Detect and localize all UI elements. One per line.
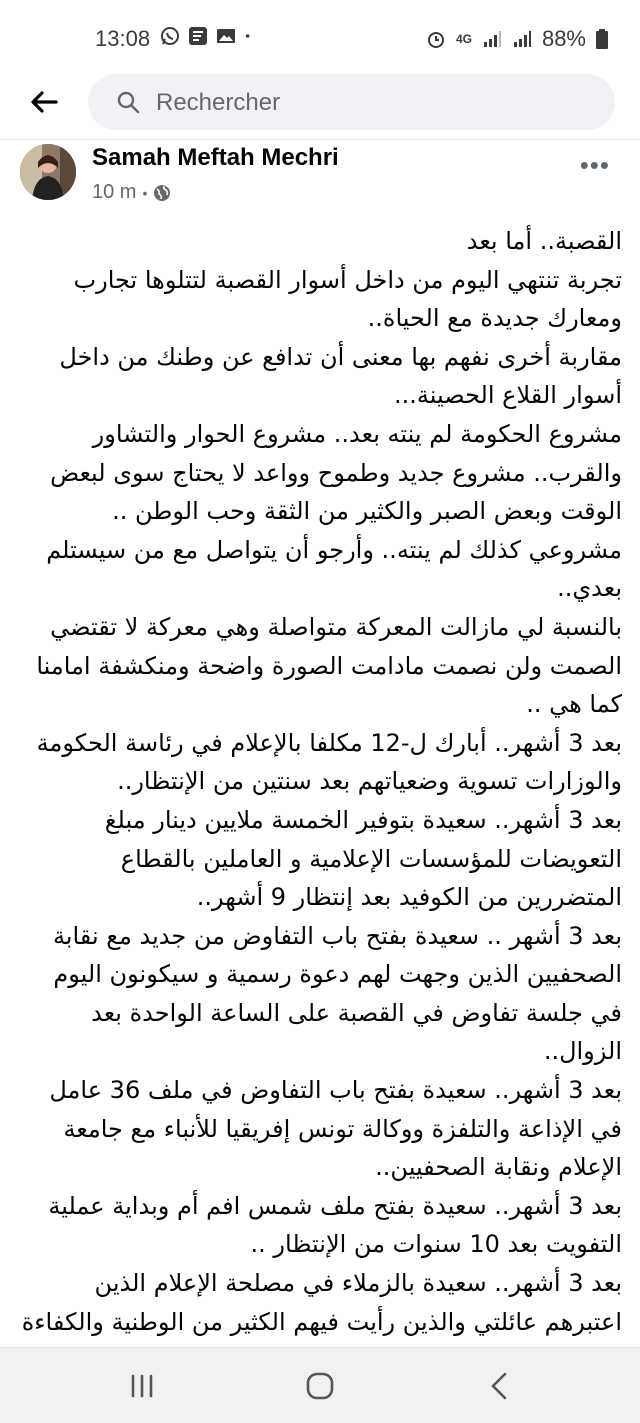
post-paragraph: بعد 3 أشهر.. سعيدة بتوفير الخمسة ملايين دينار مبلغ التعويضات للمؤسسات الإعلامية و العاملين بالقطاع المتضررين من الكوفيد بعد إنتظار 9 أشهر.. [104, 805, 622, 912]
globe-icon [153, 184, 171, 202]
post-paragraph: بعد 3 أشهر.. أبارك ل-12 مكلفا بالإعلام في رئاسة الحكومة والوزارات تسوية وضعياتهم بعد سنتين من الإنتظار.. [36, 728, 622, 796]
avatar-photo [20, 144, 76, 200]
post-paragraph: مشروع الحكومة لم ينته بعد.. مشروع الحوار والتشاور والقرب.. مشروع جديد وطموح وواعد لا يحتاج سوى لبعض الوقت وبعض الصبر والكثير من الثقة وحب الوطن .. [50, 419, 622, 526]
post-paragraph: بالنسبة لي مازالت المعركة متواصلة وهي معركة لا تقتضي الصمت ولن نصمت مادامت الصورة واضحة ومنكشفة امامنا كما هي .. [36, 612, 622, 719]
network-type: 4G [455, 32, 472, 46]
post-paragraph: بعد 3 أشهر.. سعيدة بفتح باب التفاوض في ملف 36 عامل في الإذاعة والتلفزة ووكالة تونس إفريقيا للأنباء مع جامعة الإعلام ونقابة الصحفيين.. [49, 1076, 622, 1182]
post-paragraph: بعد 3 أشهر .. سعيدة بفتح باب التفاوض من جديد مع نقابة الصحفيين الذين وجهت لهم دعوة رسمية و سيكونون اليوم في جلسة تفاوض في القصبة على الساعة الواحدة بعد الزوال.. [52, 921, 622, 1066]
signal-icon [482, 29, 502, 49]
avatar[interactable] [20, 144, 76, 200]
post-paragraph: مشروعي كذلك لم ينته.. وأرجو أن يتواصل مع من سيستلم بعدي.. [46, 535, 622, 603]
search-bar-row [0, 72, 640, 132]
notification-icons [160, 26, 256, 46]
status-time: 13:08 [95, 26, 151, 51]
image-icon [216, 26, 236, 46]
search-icon [116, 90, 140, 114]
status-right [426, 26, 608, 52]
home-icon[interactable] [300, 1366, 340, 1406]
dot-icon [244, 26, 256, 46]
battery-percent: 88% [541, 26, 586, 51]
post-author[interactable]: Samah Meftah Mechri [92, 144, 339, 171]
system-navigation-bar [0, 1347, 640, 1423]
more-options-icon[interactable]: ••• [579, 150, 610, 180]
app-icon [188, 26, 208, 46]
post-paragraph: مقاربة أخرى نفهم بها معنى أن تدافع عن وطنك من داخل أسوار القلاع الحصينة... [59, 342, 622, 410]
post-paragraph: القصبة.. أما بعد [466, 227, 622, 255]
post-paragraph: بعد 3 أشهر.. سعيدة بالزملاء في مصلحة الإعلام الذين اعتبرهم عائلتي والذين رأيت فيهم الكثير من الوطنية والكفاءة [21, 1269, 622, 1336]
post-time[interactable]: 10 m [92, 181, 137, 203]
post-paragraph: تجربة تنتهي اليوم من داخل أسوار القصبة لتتلوها تجارب ومعارك جديدة مع الحياة.. [73, 265, 622, 333]
signal-icon [512, 29, 532, 49]
post-text [20, 222, 622, 1340]
recent-apps-icon[interactable] [122, 1366, 162, 1406]
search-input[interactable] [88, 74, 615, 130]
meta-separator: • [142, 184, 148, 201]
post-paragraph: بعد 3 أشهر.. سعيدة بفتح ملف شمس افم أم وبداية عملية التفويت بعد 10 سنوات من الإنتظار .. [48, 1191, 622, 1259]
post-meta [92, 181, 171, 204]
back-icon[interactable] [480, 1366, 520, 1406]
status-bar [0, 0, 640, 72]
back-arrow-icon[interactable] [28, 86, 60, 118]
battery-icon [596, 29, 608, 49]
header-divider [0, 139, 640, 140]
search-placeholder: Rechercher [156, 89, 281, 116]
whatsapp-icon [160, 26, 180, 46]
alarm-icon [426, 29, 446, 49]
